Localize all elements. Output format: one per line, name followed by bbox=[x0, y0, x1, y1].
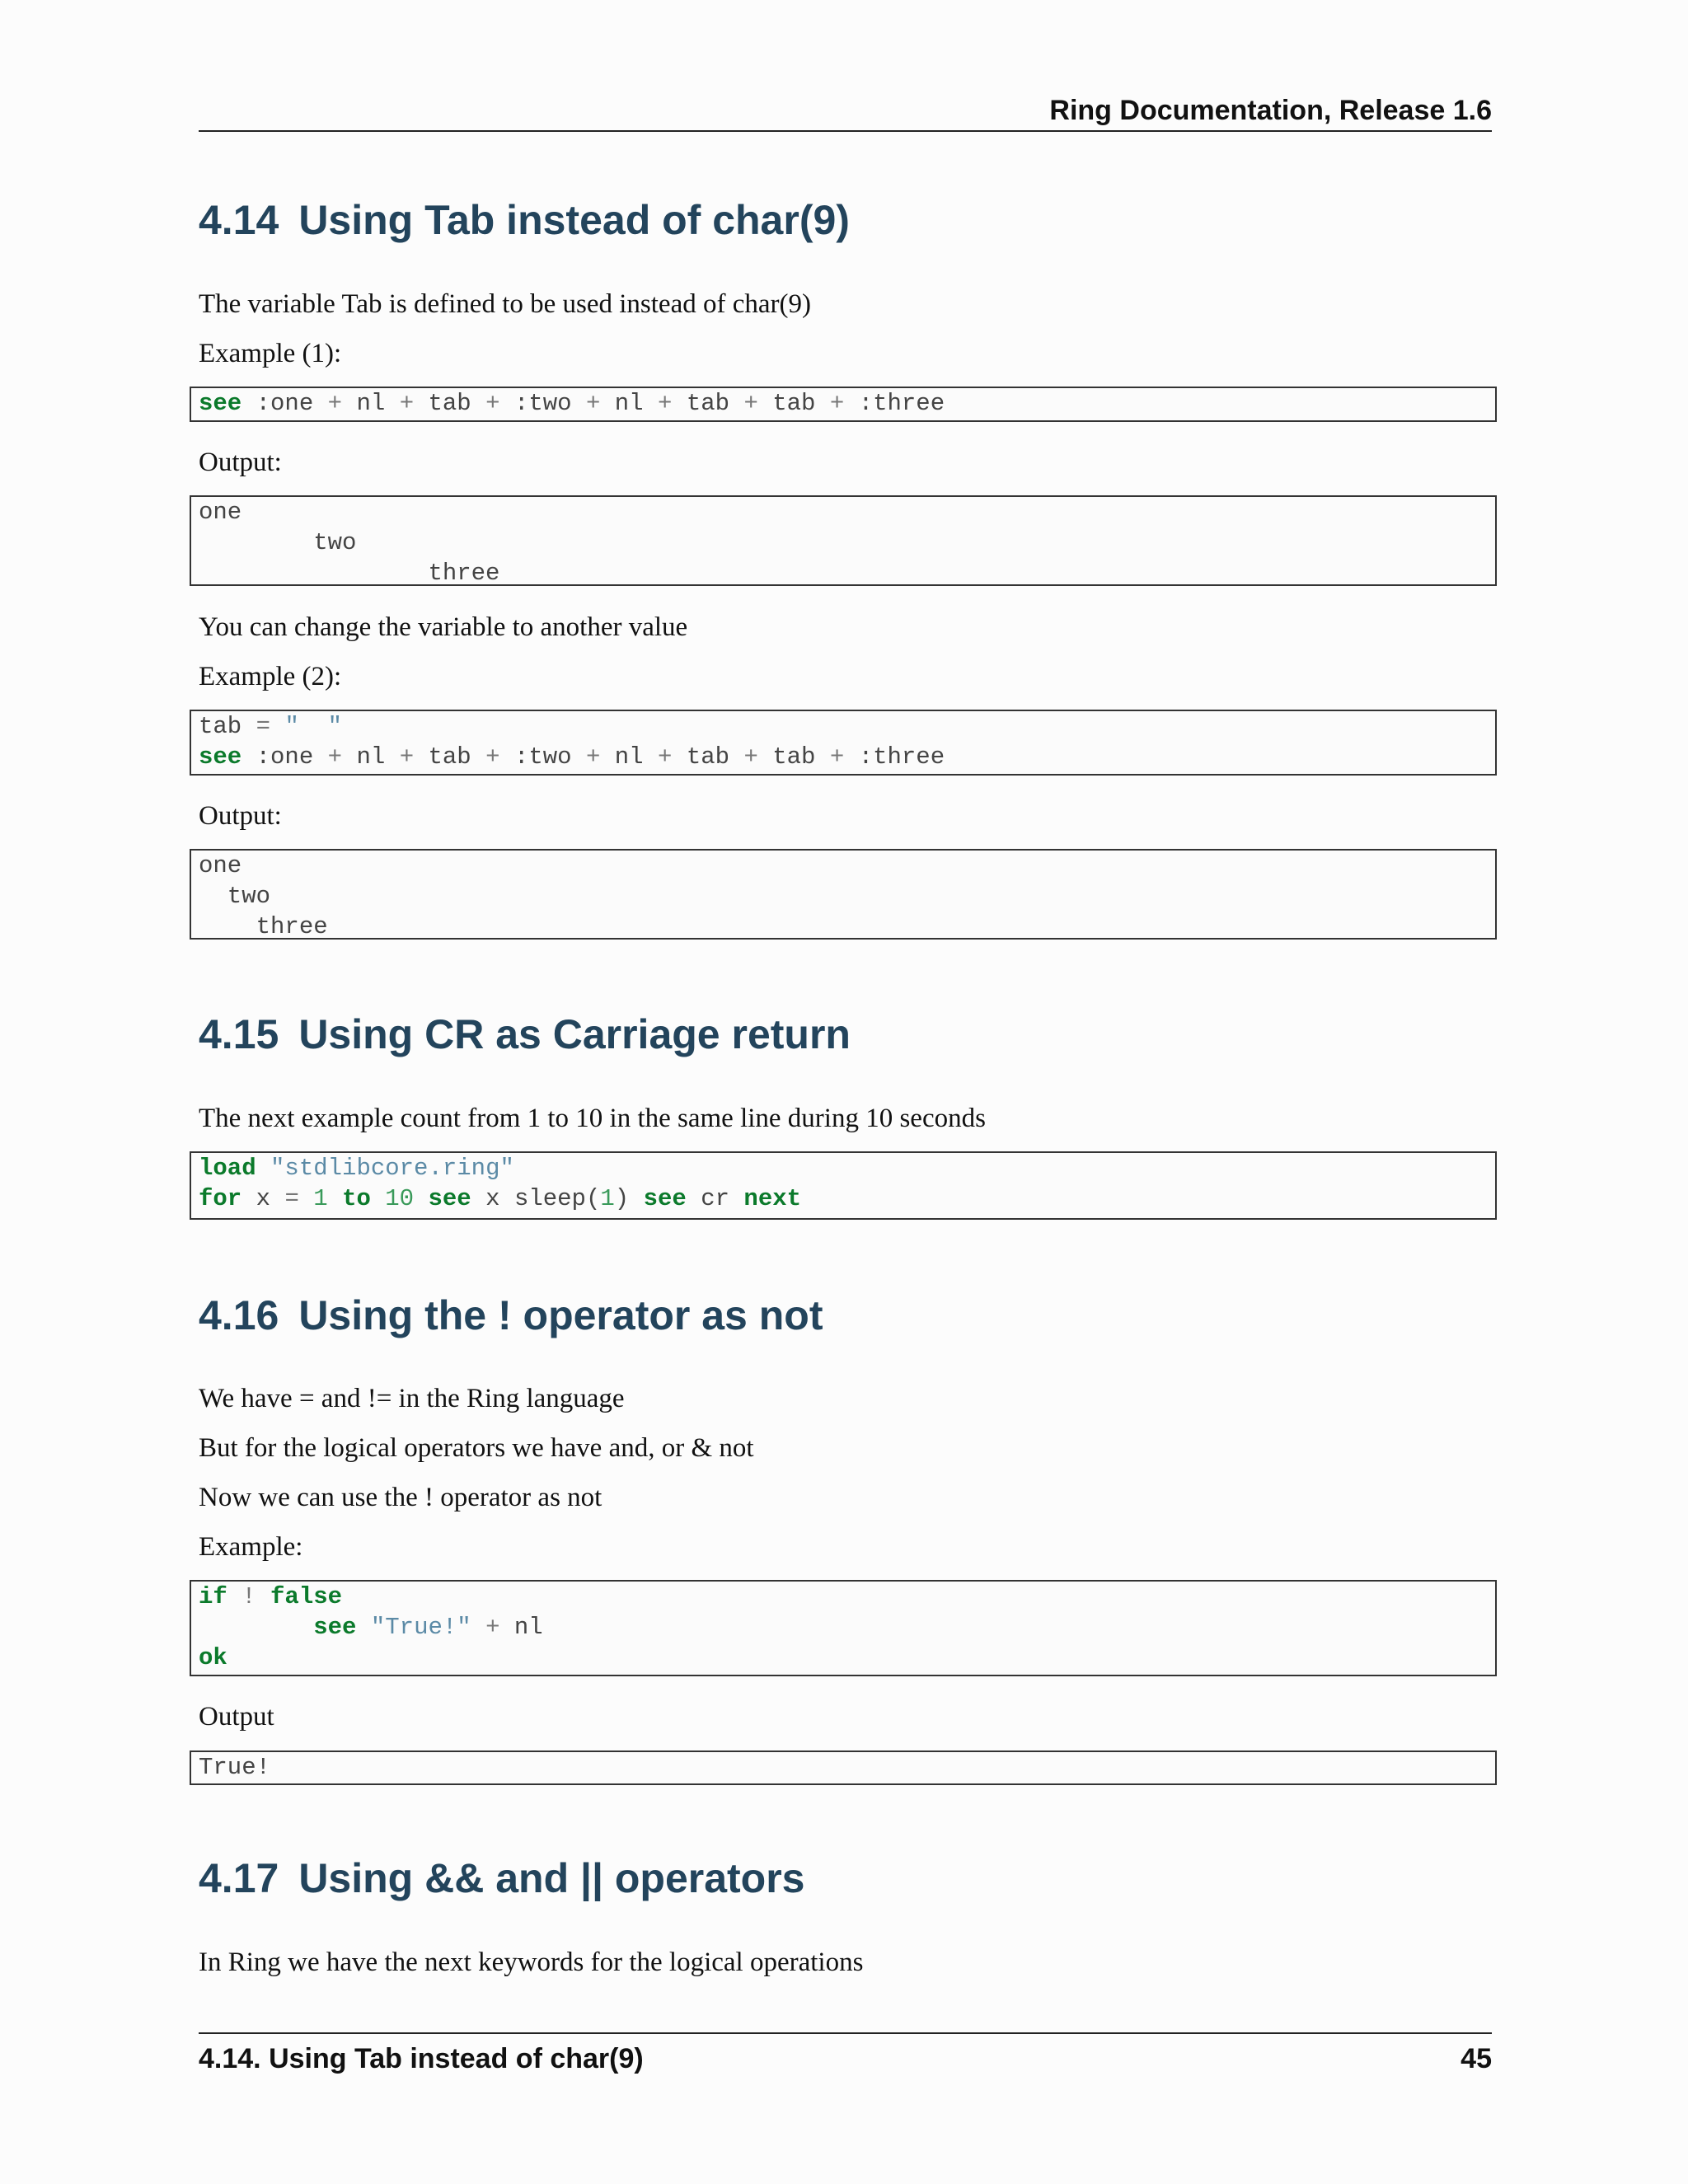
code-operator: + bbox=[485, 743, 500, 771]
section-title: Using && and || operators bbox=[298, 1855, 805, 1901]
code-token bbox=[385, 390, 399, 417]
code-token bbox=[572, 390, 586, 417]
code-keyword: next bbox=[743, 1185, 802, 1212]
output-label: Output bbox=[199, 1702, 274, 1732]
code-string: "True!" bbox=[370, 1614, 471, 1641]
code-token: : bbox=[513, 743, 529, 771]
section-heading-4-15 bbox=[199, 1010, 851, 1059]
code-keyword: false bbox=[270, 1583, 343, 1610]
code-operator: + bbox=[485, 1614, 500, 1641]
code-token bbox=[414, 390, 428, 417]
code-token bbox=[672, 743, 686, 771]
code-token bbox=[471, 1614, 485, 1641]
code-operator: + bbox=[399, 390, 415, 417]
paragraph: In Ring we have the next keywords for the logical operations bbox=[199, 1947, 864, 1977]
code-operator: + bbox=[585, 743, 601, 771]
code-token bbox=[629, 1185, 643, 1212]
code-token: tab bbox=[199, 713, 242, 740]
code-token: tab bbox=[428, 743, 471, 771]
code-keyword: see bbox=[199, 743, 242, 771]
code-token bbox=[600, 390, 614, 417]
code-token: nl bbox=[513, 1614, 543, 1641]
code-keyword: see bbox=[428, 1185, 471, 1212]
code-operator: + bbox=[399, 743, 415, 771]
code-token: nl bbox=[356, 743, 386, 771]
code-token bbox=[572, 743, 586, 771]
code-token bbox=[500, 1614, 514, 1641]
code-operator: + bbox=[743, 743, 758, 771]
code-token bbox=[371, 1185, 385, 1212]
paragraph: The next example count from 1 to 10 in the same line during 10 seconds bbox=[199, 1104, 986, 1133]
code-token bbox=[199, 1614, 313, 1641]
code-token bbox=[256, 1155, 270, 1182]
section-title: Using the ! operator as not bbox=[298, 1292, 823, 1338]
code-token bbox=[241, 743, 256, 771]
code-token bbox=[729, 743, 743, 771]
section-number: 4.14 bbox=[199, 197, 279, 243]
section-number: 4.16 bbox=[199, 1292, 279, 1338]
code-token bbox=[313, 743, 327, 771]
code-token: : bbox=[513, 390, 529, 417]
paragraph: We have = and != in the Ring language bbox=[199, 1384, 625, 1413]
footer-section-title: 4.14. Using Tab instead of char(9) bbox=[199, 2043, 644, 2074]
code-token bbox=[256, 1583, 270, 1610]
code-line bbox=[199, 711, 1488, 742]
code-token bbox=[600, 743, 614, 771]
code-token bbox=[414, 1185, 428, 1212]
code-token: tab bbox=[772, 743, 816, 771]
code-operator: = bbox=[256, 713, 271, 740]
code-block-not bbox=[190, 1580, 1497, 1676]
example-label: Example (2): bbox=[199, 662, 342, 691]
code-token: three bbox=[873, 390, 945, 417]
code-token bbox=[241, 713, 256, 740]
code-token: one bbox=[270, 743, 314, 771]
code-token: two bbox=[528, 390, 572, 417]
example-label: Example: bbox=[199, 1532, 303, 1562]
code-token: one bbox=[270, 390, 314, 417]
code-token: tab bbox=[686, 390, 730, 417]
code-token bbox=[500, 1185, 514, 1212]
section-heading-4-16 bbox=[199, 1291, 823, 1340]
code-keyword: load bbox=[199, 1155, 256, 1182]
output-line: three bbox=[199, 913, 328, 940]
code-token bbox=[342, 390, 356, 417]
code-token bbox=[815, 390, 829, 417]
code-token bbox=[414, 743, 428, 771]
code-token bbox=[227, 1583, 241, 1610]
code-token: three bbox=[873, 743, 945, 771]
code-token bbox=[471, 743, 485, 771]
output-line: one bbox=[199, 852, 242, 879]
code-block-cr bbox=[190, 1151, 1497, 1220]
code-number: 10 bbox=[385, 1185, 415, 1212]
code-token bbox=[500, 390, 514, 417]
code-token: x bbox=[256, 1185, 271, 1212]
code-token bbox=[299, 1185, 313, 1212]
output-label: Output: bbox=[199, 801, 282, 831]
code-token: tab bbox=[686, 743, 730, 771]
code-keyword: to bbox=[342, 1185, 371, 1212]
section-number: 4.15 bbox=[199, 1011, 279, 1057]
code-line bbox=[199, 1153, 1488, 1183]
code-token bbox=[758, 743, 772, 771]
code-operator: = bbox=[284, 1185, 299, 1212]
code-operator: + bbox=[658, 743, 673, 771]
code-token bbox=[815, 743, 829, 771]
code-line bbox=[199, 1643, 1488, 1673]
output-block-2 bbox=[190, 849, 1497, 940]
code-operator: + bbox=[585, 390, 601, 417]
example-label: Example (1): bbox=[199, 339, 342, 368]
code-token bbox=[729, 1185, 743, 1212]
code-token: : bbox=[858, 390, 874, 417]
paragraph: But for the logical operators we have and, or & not bbox=[199, 1433, 754, 1463]
code-line bbox=[199, 742, 1488, 772]
code-operator: + bbox=[327, 743, 343, 771]
output-line: two bbox=[199, 883, 271, 910]
code-token bbox=[687, 1185, 701, 1212]
code-operator: + bbox=[485, 390, 500, 417]
code-number: 1 bbox=[313, 1185, 328, 1212]
output-block-1 bbox=[190, 495, 1497, 586]
code-token bbox=[844, 743, 858, 771]
code-token bbox=[644, 743, 658, 771]
code-keyword: see bbox=[199, 390, 242, 417]
code-keyword: for bbox=[199, 1185, 242, 1212]
code-operator: + bbox=[743, 390, 758, 417]
code-token bbox=[270, 713, 284, 740]
section-heading-4-17 bbox=[199, 1854, 805, 1903]
code-token bbox=[471, 390, 485, 417]
code-token bbox=[644, 390, 658, 417]
code-keyword: if bbox=[199, 1583, 227, 1610]
code-operator: + bbox=[327, 390, 343, 417]
section-heading-4-14 bbox=[199, 195, 850, 245]
header-rule bbox=[199, 130, 1492, 132]
output-line: two bbox=[199, 529, 357, 556]
code-line bbox=[199, 1183, 1488, 1214]
code-block-example-1 bbox=[190, 387, 1497, 422]
code-line bbox=[199, 1612, 1488, 1643]
code-line bbox=[199, 1582, 1488, 1612]
code-keyword: ok bbox=[199, 1644, 227, 1671]
code-keyword: see bbox=[643, 1185, 687, 1212]
code-string: " " bbox=[284, 713, 343, 740]
code-number: 1 bbox=[600, 1185, 615, 1212]
code-token: cr bbox=[701, 1185, 730, 1212]
code-token: : bbox=[256, 743, 271, 771]
code-token bbox=[385, 743, 399, 771]
code-token: tab bbox=[428, 390, 471, 417]
code-token bbox=[241, 1185, 256, 1212]
code-token: : bbox=[256, 390, 271, 417]
output-block-3 bbox=[190, 1750, 1497, 1785]
code-token: : bbox=[858, 743, 874, 771]
code-keyword: see bbox=[313, 1614, 357, 1641]
code-token bbox=[758, 390, 772, 417]
page-number: 45 bbox=[1461, 2043, 1492, 2074]
output-label: Output: bbox=[199, 448, 282, 477]
section-title: Using CR as Carriage return bbox=[298, 1011, 851, 1057]
running-header: Ring Documentation, Release 1.6 bbox=[1049, 95, 1492, 126]
code-token: nl bbox=[356, 390, 386, 417]
output-line: three bbox=[199, 560, 500, 587]
code-token bbox=[844, 390, 858, 417]
code-token bbox=[500, 743, 514, 771]
code-token bbox=[672, 390, 686, 417]
code-line bbox=[199, 388, 1488, 419]
code-token: tab bbox=[772, 390, 816, 417]
code-token bbox=[241, 390, 256, 417]
output-line: True! bbox=[199, 1754, 271, 1781]
code-token bbox=[356, 1614, 370, 1641]
code-operator: + bbox=[829, 390, 845, 417]
code-token: two bbox=[528, 743, 572, 771]
code-string: "stdlibcore.ring" bbox=[270, 1155, 514, 1182]
section-title: Using Tab instead of char(9) bbox=[298, 197, 850, 243]
paragraph: You can change the variable to another value bbox=[199, 612, 688, 642]
code-token bbox=[328, 1185, 342, 1212]
code-token: sleep bbox=[513, 1185, 586, 1212]
code-token: x bbox=[485, 1185, 500, 1212]
code-operator: ! bbox=[241, 1583, 256, 1610]
code-token: nl bbox=[614, 743, 644, 771]
paragraph: The variable Tab is defined to be used instead of char(9) bbox=[199, 289, 811, 319]
code-token bbox=[729, 390, 743, 417]
code-token bbox=[270, 1185, 284, 1212]
footer-rule bbox=[199, 2032, 1492, 2034]
code-token bbox=[342, 743, 356, 771]
paragraph: Now we can use the ! operator as not bbox=[199, 1483, 603, 1512]
code-operator: + bbox=[658, 390, 673, 417]
code-token bbox=[471, 1185, 485, 1212]
code-operator: + bbox=[829, 743, 845, 771]
output-line: one bbox=[199, 499, 242, 526]
code-token: nl bbox=[614, 390, 644, 417]
code-token: ) bbox=[614, 1185, 630, 1212]
section-number: 4.17 bbox=[199, 1855, 279, 1901]
code-token bbox=[313, 390, 327, 417]
code-block-example-2 bbox=[190, 710, 1497, 776]
code-token: ( bbox=[585, 1185, 601, 1212]
